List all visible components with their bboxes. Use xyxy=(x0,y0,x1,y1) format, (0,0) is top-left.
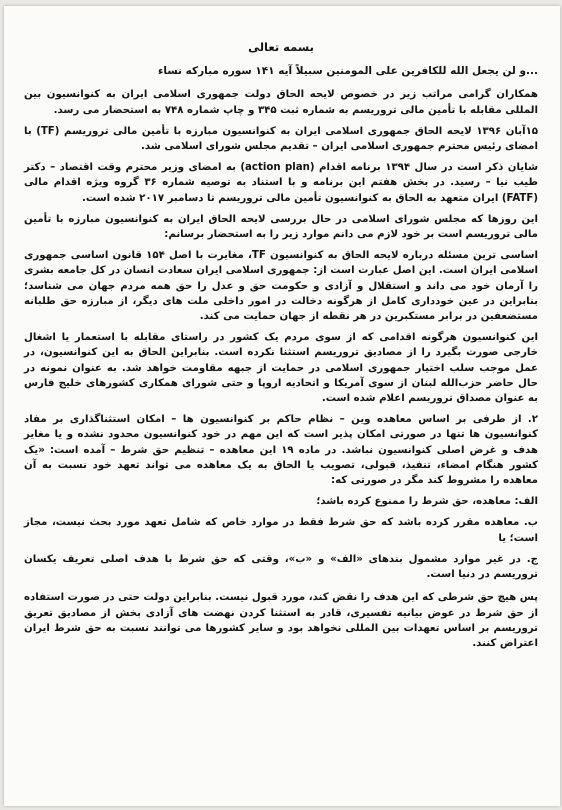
quran-verse: ...و لن یجعل الله للکافرین علی المومنین سبیلاً آیه ۱۴۱ سوره مبارکه نساء xyxy=(158,65,538,78)
document-page xyxy=(4,6,560,806)
paragraph-3: این روزها که مجلس شورای اسلامی در حال بررسی لایحه الحاق ایران به کنوانسیون مبارزه با تأمین مالی تروریسم است بر خود لازم می دانم موارد زیر را به استحضار برسانم: xyxy=(24,213,538,241)
closing-paragraph: پس هیچ حق شرطی که این هدف را نقض کند، مورد قبول نیست. بنابراین دولت حتی در صورت استفاده از حق شرط در عوض بیانیه تفسیری، قادر به استثنا کردن نهضت های آزادی بخش از مصادیق تعریق تروریسم بر اساس تعهدات بین المللی نخواهد بود و سایر کشورها می توانند نسبت به حق شرط ایران اعتراض کنند. xyxy=(24,592,538,649)
paragraph-6: ۲. از طرفی بر اساس معاهده وین – نظام حاکم بر کنوانسیون ها – امکان استثناگذاری بر مفاد کنوانسیون ها تنها در صورتی امکان پذیر است که این مهم در خود کنوانسیون محدود نشده و یا مغایر هدف و غرض اصلی کنوانسیون نباشد. در ماده ۱۹ این معاهده – تنظیم حق شرط – آمده است: «یک کشور هنگام امضاء، تنفیذ، قبولی، تصویب یا الحاق به یک معاهده می تواند تعهد خود نسبت به آن معاهده را مشروط کند مگر در صورتی که: xyxy=(24,414,538,487)
paragraph-5: این کنوانسیون هرگونه اقدامی که از سوی مردم یک کشور در راستای مقابله با استعمار یا اشغال خارجی صورت بگیرد را از مصادیق تروریسم استثنا نکرده است. بنابراین الحاق به این کنوانسیون، در عمل موجب سلب اختیار جمهوری اسلامی در حمایت از جبهه مقاومت خواهد شد. به عنوان نمونه در حال حاضر حزب‌الله لبنان از سوی آمریکا و اتحادیه اروپا و حتی شورای همکاری کشورهای خلیج فارس به عنوان مصداق تروریسم اعلام شده است. xyxy=(24,332,538,405)
list-item-be: ب. معاهده مقرر کرده باشد که حق شرط فقط در موارد خاص که شامل تعهد مورد بحث نیست، مجاز است؛ یا xyxy=(24,517,538,544)
paragraph-2: شایان ذکر است در سال ۱۳۹۴ برنامه اقدام (action plan) به امضای وزیر محترم وقت اقتصاد – دکتر طیب نیا – رسید. در بخش هفتم این برنامه و با استناد به توصیه شماره ۳۶ گروه ویژه اقدام مالی (FATF) ایران متعهد به الحاق به کنوانسیون تأمین مالی تروریسم تا دسامبر ۲۰۱۷ شده است. xyxy=(24,162,538,204)
list-item-jim: ج. در غیر موارد مشمول بندهای «الف» و «ب»، وقتی که حق شرط با هدف اصلی تعریف یکسان تروریسم در دنیا است. xyxy=(24,553,538,581)
intro-paragraph: همکاران گرامی مراتب زیر در خصوص لایحه الحاق دولت جمهوری اسلامی ایران به کنوانسیون بین المللی مقابله با تأمین مالی تروریسم به شماره ثبت ۳۴۵ و چاپ شماره ۷۴۸ به استحضار می رسد. xyxy=(24,89,538,116)
paragraph-4: اساسی ترین مسئله درباره لایحه الحاق به کنوانسیون TF، مغایرت با اصل ۱۵۴ قانون اساسی جمهوری اسلامی ایران است. این اصل عبارت است از: جمهوری اسلامی ایران سعادت انسان در کل جامعه بشری را آرمان خود می داند و استقلال و آزادی و حکومت حق و عدل را حق همه مردم جهان می شناسد؛ بنابراین در عین خودداری کامل از هرگونه دخالت در امور داخلی ملت های دیگر، از مبارزه حق طلبانه مستضعفین در برابر مستکبرین در هر نقطه از جهان حمایت می کند. xyxy=(24,250,538,323)
document-body xyxy=(24,40,538,657)
document-heading: بسمه تعالی xyxy=(248,40,314,54)
list-item-alef: الف: معاهده، حق شرط را ممنوع کرده باشد؛ xyxy=(316,496,538,508)
paragraph-1: ۱۵آبان ۱۳۹۶ لایحه الحاق جمهوری اسلامی ایران به کنوانسیون مبارزه با تأمین مالی تروریسم (TF) با امضای رئیس محترم جمهوری اسلامی ایران – تقدیم مجلس شورای اسلامی شد. xyxy=(24,125,539,153)
